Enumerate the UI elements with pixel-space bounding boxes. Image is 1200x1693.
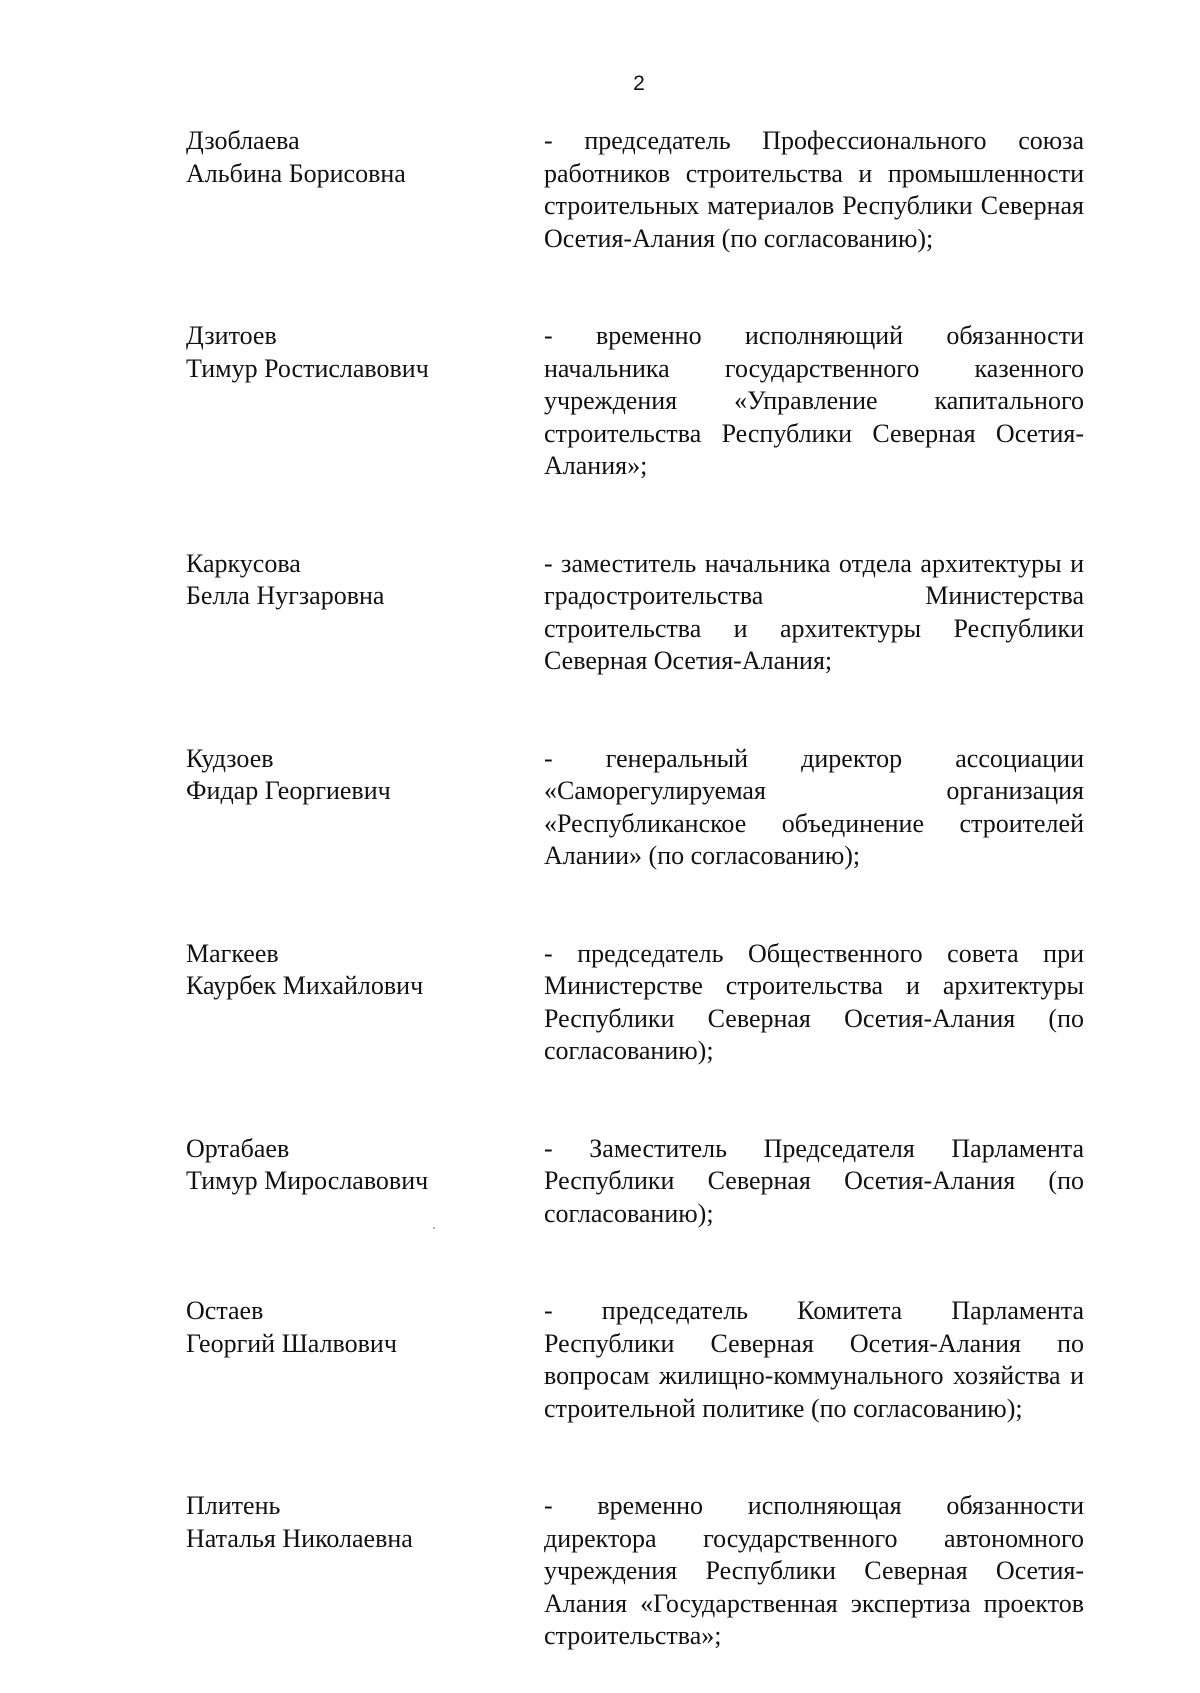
- member-name: [186, 320, 544, 385]
- member-entry: [186, 938, 1086, 1068]
- member-name: [186, 125, 544, 190]
- member-surname: Дзитоев: [186, 321, 277, 350]
- member-role: - заместитель начальника отдела архитектуры и градостроительства Министерства строительства и архитектуры Республики Северная Осетия-Алания;: [544, 548, 1084, 675]
- member-role: - генеральный директор ассоциации «Саморегулируемая организация «Республиканское объединение строителей Алании» (по согласованию);: [544, 743, 1084, 870]
- member-role: - председатель Комитета Парламента Республики Северная Осетия-Алания по вопросам жилищно-коммунального хозяйства и строительной политике (по согласованию);: [544, 1296, 1084, 1423]
- member-role: - председатель Общественного совета при Министерстве строительства и архитектуры Республики Северная Осетия-Алания (по согласованию);: [544, 938, 1084, 1065]
- member-name: [186, 743, 544, 808]
- member-given-names: Каурбек Михайлович: [186, 971, 424, 1000]
- member-given-names: Тимур Ростиславович: [186, 353, 429, 383]
- member-surname: Магкеев: [186, 938, 279, 968]
- member-surname: Дзоблаева: [186, 126, 300, 155]
- member-entry: [186, 125, 1086, 255]
- member-surname: Остаев: [186, 1296, 264, 1325]
- scan-speck: [433, 1227, 435, 1229]
- member-entry: [186, 743, 1086, 873]
- member-entry: [186, 1295, 1086, 1425]
- member-role: - председатель Профессионального союза работников строительства и промышленности строительных материалов Республики Северная Осетия-Алания (по согласованию);: [544, 126, 1084, 253]
- member-given-names: Белла Нугзаровна: [186, 581, 385, 610]
- member-name: [186, 1490, 544, 1555]
- member-entry: [186, 1133, 1086, 1231]
- member-given-names: Альбина Борисовна: [186, 158, 406, 188]
- member-name: [186, 938, 544, 1003]
- member-given-names: Наталья Николаевна: [186, 1523, 413, 1553]
- member-name: [186, 1295, 544, 1360]
- page-number: 2: [633, 72, 645, 95]
- member-role: - Заместитель Председателя Парламента Республики Северная Осетия-Алания (по согласованию);: [544, 1133, 1084, 1228]
- member-given-names: Фидар Георгиевич: [186, 776, 391, 805]
- member-list: [186, 125, 1086, 1653]
- member-role: - временно исполняющий обязанности начальника государственного казенного учреждения «Управление капитального строительства Республики Северная Осетия-Алания»;: [544, 321, 1084, 480]
- member-surname: Ортабаев: [186, 1133, 290, 1163]
- member-role: - временно исполняющая обязанности директора государственного автономного учреждения Республики Северная Осетия-Алания «Государственная экспертиза проектов строительства»;: [544, 1491, 1084, 1650]
- member-name: [186, 1133, 544, 1198]
- member-name: [186, 548, 544, 613]
- member-surname: Плитень: [186, 1491, 281, 1520]
- member-surname: Каркусова: [186, 548, 301, 578]
- member-surname: Кудзоев: [186, 743, 274, 773]
- member-given-names: Тимур Мирославович: [186, 1166, 429, 1195]
- member-given-names: Георгий Шалвович: [186, 1328, 397, 1358]
- member-entry: [186, 320, 1086, 483]
- member-entry: [186, 1490, 1086, 1653]
- member-entry: [186, 548, 1086, 678]
